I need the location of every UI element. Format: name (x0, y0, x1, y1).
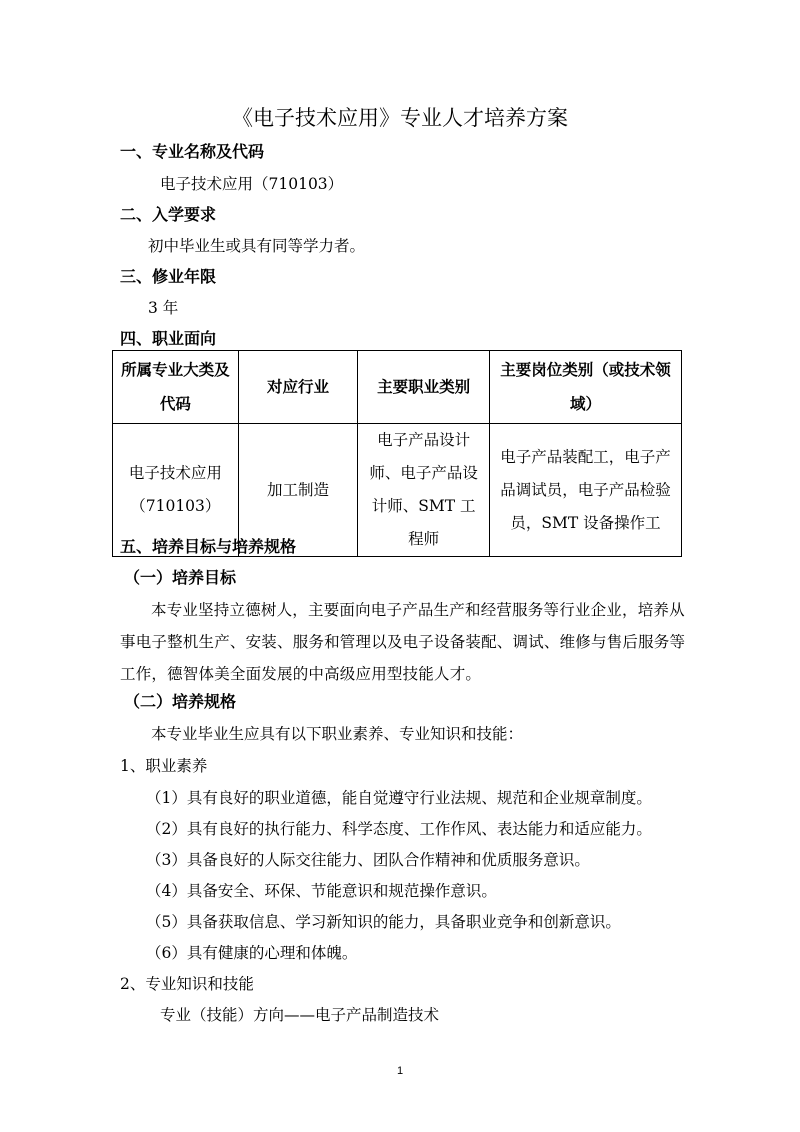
list-item: （2）具有良好的执行能力、科学态度、工作作风、表达能力和适应能力。 (146, 820, 652, 838)
part2-heading: 2、专业知识和技能 (120, 975, 254, 993)
table-header-cell: 所属专业大类及代码 (113, 351, 239, 424)
table-cell: 电子产品设计师、电子产品设计师、SMT 工程师 (358, 424, 490, 557)
list-item: （3）具备良好的人际交往能力、团队合作精神和优质服务意识。 (146, 851, 590, 869)
table-cell: 电子技术应用（710103） (113, 424, 239, 557)
list-item: （5）具备获取信息、学习新知识的能力，具备职业竞争和创新意识。 (146, 913, 621, 931)
sub1-paragraph: 本专业坚持立德树人，主要面向电子产品生产和经营服务等行业企业，培养从事电子整机生产、安装、服务和管理以及电子设备装配、调试、维修与售后服务等工作，德智体美全面发展的中高级应用型技能人才。 (120, 601, 686, 683)
section2-heading: 二、入学要求 (120, 205, 217, 224)
document-title: 《电子技术应用》专业人才培养方案 (232, 106, 568, 130)
section1-heading: 一、专业名称及代码 (120, 142, 265, 161)
section3-heading: 三、修业年限 (120, 267, 217, 286)
part1-heading: 1、职业素养 (120, 757, 208, 775)
part2-direction: 专业（技能）方向——电子产品制造技术 (160, 1006, 440, 1024)
sub1-heading: （一）培养目标 (124, 568, 237, 587)
list-item: （6）具有健康的心理和体魄。 (146, 944, 358, 962)
table-header-row (113, 351, 682, 424)
table-cell: 加工制造 (238, 424, 358, 557)
section1-content: 电子技术应用（710103） (160, 175, 344, 193)
section3-content: 3 年 (148, 299, 179, 317)
table-header-cell: 主要职业类别 (358, 351, 490, 424)
table-header-cell: 主要岗位类别（或技术领域） (489, 351, 681, 424)
occupation-table (112, 350, 682, 557)
section2-content: 初中毕业生或具有同等学力者。 (148, 237, 366, 255)
sub2-intro: 本专业毕业生应具有以下职业素养、专业知识和技能： (151, 725, 524, 743)
section4-heading: 四、职业面向 (120, 329, 217, 348)
list-item: （4）具备安全、环保、节能意识和规范操作意识。 (146, 882, 497, 900)
sub2-heading: （二）培养规格 (124, 692, 237, 711)
list-item: （1）具有良好的职业道德，能自觉遵守行业法规、规范和企业规章制度。 (146, 789, 652, 807)
table-header-cell: 对应行业 (238, 351, 358, 424)
page-number: 1 (396, 1065, 404, 1077)
table-cell: 电子产品装配工，电子产品调试员，电子产品检验员，SMT 设备操作工 (489, 424, 681, 557)
section5-heading: 五、培养目标与培养规格 (120, 537, 297, 556)
